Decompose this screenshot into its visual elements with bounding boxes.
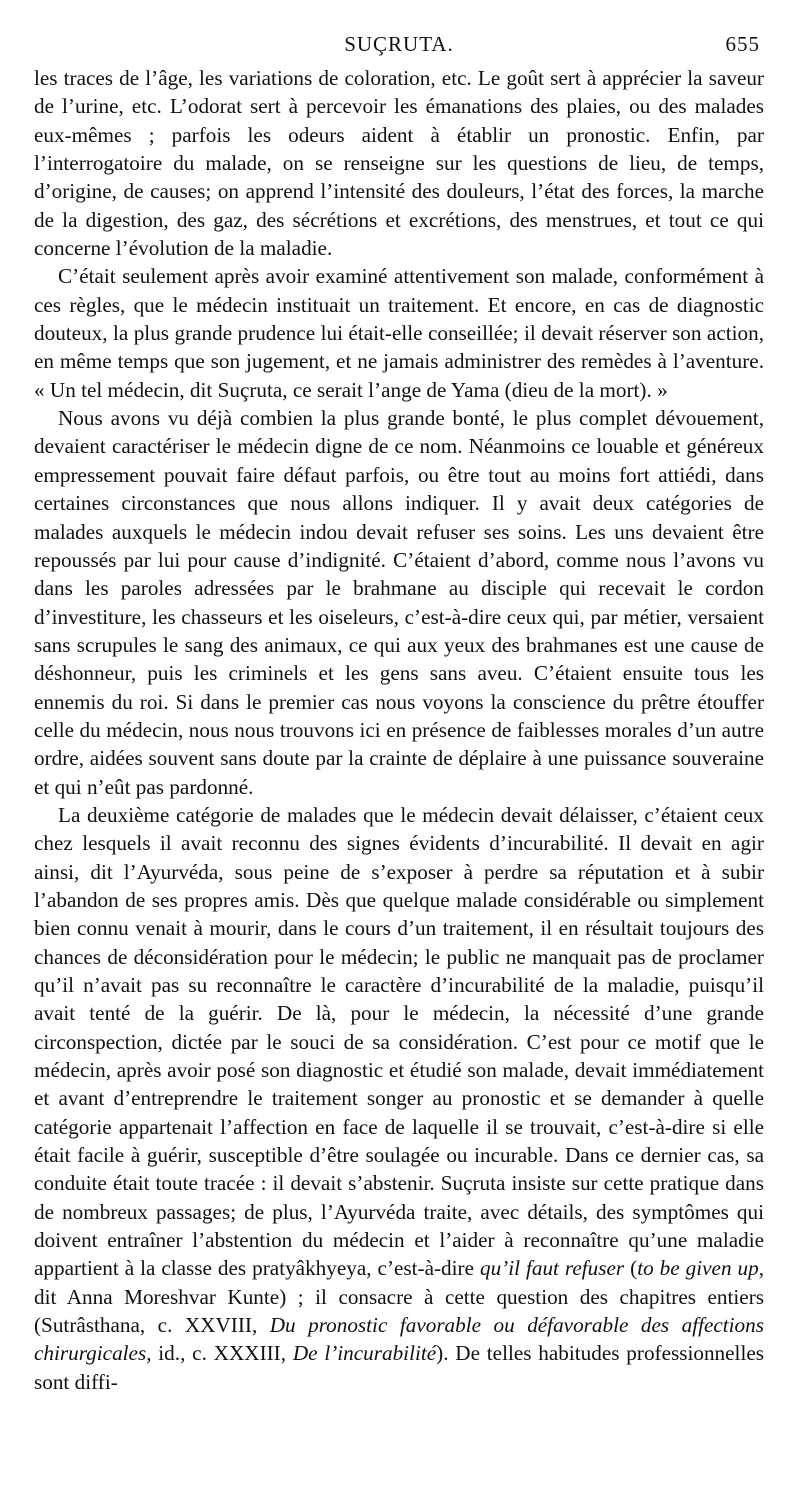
running-head-title: SUÇRUTA.	[344, 32, 454, 56]
paragraph-text: ). De telles habitudes professionnelles sont diffi-	[34, 1341, 764, 1394]
paragraph-text: , id., c. XXXIII,	[146, 1341, 293, 1366]
paragraph	[34, 801, 764, 1396]
paragraph	[34, 262, 764, 404]
paragraph-text: Nous avons vu déjà combien la plus grande bonté, le plus complet dévouement, devaient caractériser le médecin digne de ce nom. Néanmoins ce louable et généreux empressement pouvait faire défaut parfois, ou être tout au moins fort attiédi, dans certaines circonstances que nous allons indiquer. Il y avait deux catégories de malades auxquels le médecin indou devait refuser ses soins. Les uns devaient être repoussés par lui pour cause d’indignité. C’étaient d’abord, comme nous l’avons vu dans les paroles adressées par le brahmane au disciple qui recevait le cordon d’investiture, les chasseurs et les oiseleurs, c’est-à-dire ceux qui, par métier, versaient sans scrupules le sang des animaux, ce qui aux yeux des brahmanes est une cause de déshonneur, puis les criminels et les gens sans aveu. C’étaient ensuite tous les ennemis du roi. Si dans le premier cas nous voyons la conscience du prêtre étouffer celle du médecin, nous nous trouvons ici en présence de faiblesses morales d’un autre ordre, aidées souvent sans doute par la crainte de déplaire à une puissance souveraine et qui n’eût pas pardonné.	[34, 406, 764, 799]
paragraph-text: , dit Anna Moreshvar Kunte) ; il consacre à cette question des chapitres entiers (Sutrâsthana, c. XXVIII,	[34, 1256, 765, 1338]
paragraph-text: (	[624, 1256, 638, 1281]
paragraph-text: les traces de l’âge, les variations de coloration, etc. Le goût sert à apprécier la saveur de l’urine, etc. L’odorat sert à percevoir les émanations des plaies, ou des malades eux-mêmes ; parfois les odeurs aident à établir un pronostic. Enfin, par l’interrogatoire du malade, on se renseigne sur les questions de lieu, de temps, d’origine, de causes; on apprend l’intensité des douleurs, l’état des forces, la marche de la digestion, des gaz, des sécrétions et excrétions, des menstrues, et tout ce qui concerne l’évolution de la maladie.	[34, 66, 764, 261]
page-number: 655	[725, 32, 760, 56]
paragraph	[34, 64, 764, 262]
paragraph-text: La deuxième catégorie de malades que le médecin devait délaisser, c’étaient ceux chez lesquels il avait reconnu des signes évidents d’incurabilité. Il devait en agir ainsi, dit l’Ayurvéda, sous peine de s’exposer à perdre sa réputation et à subir l’abandon de ses propres amis. Dès que quelque malade considérable ou simplement bien connu venait à mourir, dans le cours d’un traitement, il en résultait toujours des chances de déconsidération pour le médecin; le public ne manquait pas de proclamer qu’il n’avait pas su reconnaître le caractère d’incurabilité de la maladie, puisqu’il avait tenté de la guérir. De là, pour le médecin, la nécessité d’une grande circonspection, dictée par le souci de sa considération. C’est pour ce motif que le médecin, après avoir posé son diagnostic et étudié son malade, devait immédiatement et avant d’entreprendre le traitement songer au pronostic et se demander à quelle catégorie appartenait l’affection en face de laquelle il se trouvait, c’est-à-dire si elle était facile à guérir, susceptible d’être soulagée ou incurable. Dans ce dernier cas, sa conduite était toute tracée : il devait s’abstenir. Suçruta insiste sur cette pratique dans de nombreux passages; de plus, l’Ayurvéda traite, avec détails, des symptômes qui doivent entraîner l’abstention du médecin et l’aider à reconnaître qu’une maladie appartient à la classe des pratyâkhyeya, c’est-à-dire	[34, 802, 764, 1281]
italic-text: qu’il faut refuser	[479, 1256, 625, 1281]
italic-text: Du pronostic favorable ou défavorable des affections chirurgicales	[34, 1313, 764, 1366]
body-text	[34, 64, 764, 1396]
running-head	[34, 24, 764, 64]
paragraph	[34, 404, 764, 801]
italic-text: De l’incurabilité	[292, 1341, 437, 1366]
paragraph-text: C’était seulement après avoir examiné attentivement son malade, conformément à ces règles, que le médecin instituait un traitement. Et encore, en cas de diagnostic douteux, la plus grande prudence lui était-elle conseillée; il devait réserver son action, en même temps que son jugement, et ne jamais administrer des remèdes à l’aventure. « Un tel médecin, dit Suçruta, ce serait l’ange de Yama (dieu de la mort). »	[34, 264, 764, 402]
book-page	[34, 24, 764, 1396]
italic-text: to be given up	[637, 1256, 759, 1281]
